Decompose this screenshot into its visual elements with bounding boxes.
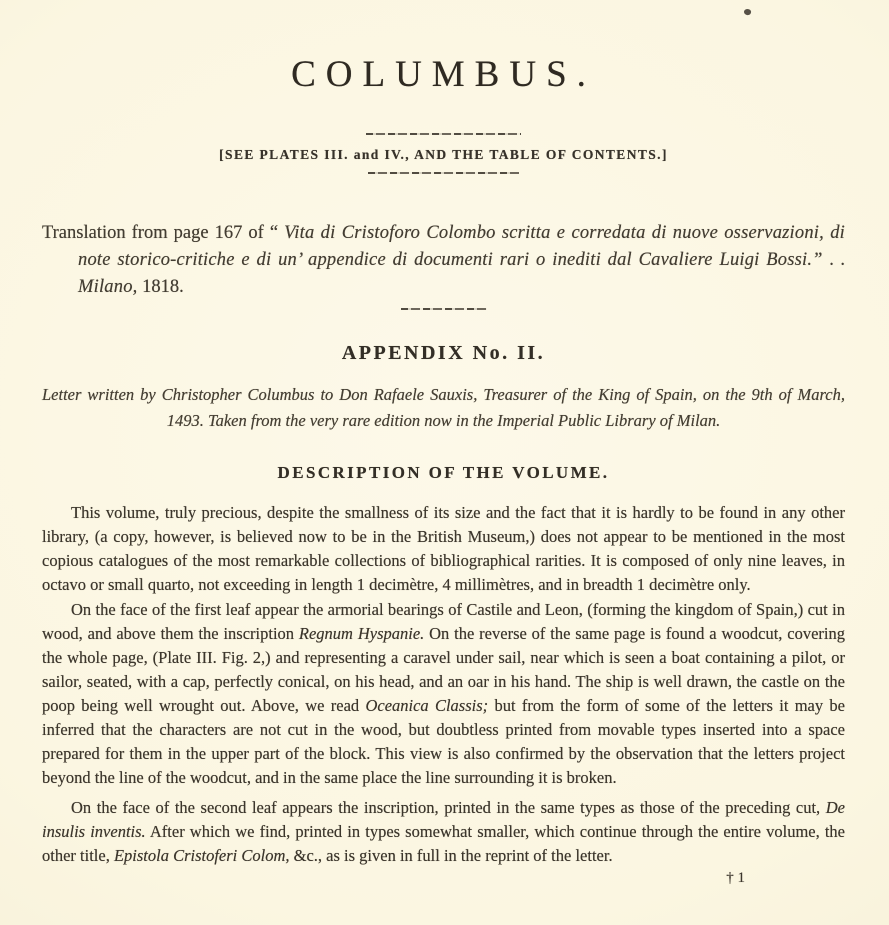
appendix-caption-line-2: 1493. Taken from the very rare edition now in the Imperial Public Library of Milan. bbox=[166, 411, 721, 431]
paragraph-text: &c., as is given in full in the reprint of the letter. bbox=[289, 846, 613, 866]
section-heading-description: DESCRIPTION OF THE VOLUME. bbox=[277, 463, 610, 483]
paragraph-text: but from the form of some of the letters it may be inferred that the characters are not cut in the wood, but doubtless printed from movable types inserted into a space prepared for them in the upper part of the block. This view is also confirmed by the observation that the letters project beyond the line of the woodcut, and in the same place the line surrounding it is broken. bbox=[42, 696, 845, 788]
imprint-year: 1818. bbox=[137, 276, 184, 297]
plates-note: [SEE PLATES III. and IV., AND THE TABLE OF CONTENTS.] bbox=[219, 146, 668, 162]
page-title: COLUMBUS. bbox=[291, 53, 596, 95]
paragraph-text: This volume, truly precious, despite the smallness of its size and the fact that it is hardly to be found in any other library, (a copy, however, is believed now to be in the British Museum,) does not appear to be mentioned in the most copious catalogues of the most remarkable collections of bibliographical rarities. It is composed of only nine leaves, in octavo or small quarto, not exceeding in length 1 decimètre, 4 millimètres, and in breadth 1 decimètre only. bbox=[42, 503, 845, 595]
translation-quote bbox=[42, 220, 845, 274]
appendix-caption bbox=[42, 382, 845, 434]
translation-intro: Translation from page 167 of “ bbox=[42, 222, 285, 243]
ornamental-rule-small bbox=[401, 308, 487, 310]
latin-phrase: Regnum Hyspanie. bbox=[298, 624, 425, 644]
body-paragraph-1 bbox=[42, 501, 845, 597]
translation-note bbox=[42, 220, 845, 301]
imprint-place: Milano, bbox=[78, 276, 138, 297]
latin-phrase: Oceanica Classis; bbox=[365, 696, 489, 716]
paragraph-text: On the reverse of the same page is found a woodcut, covering the whole page, (Plate III. Fig. 2,) and representing a caravel under sail, near which is seen a boat containing a pilot, or sailor, seated, with a cap, perfectly conical, on his head, and an oar in his hand. The ship is well drawn, the castle on the poop being well wrought out. Above, we read bbox=[42, 624, 845, 716]
translation-work-title: Vita di Cristoforo Colombo scritta e corredata di nuove osservazioni, di note storico-critiche e di un’ appendice di documenti rari o inediti dal Cavaliere Luigi Bossi.” bbox=[78, 222, 845, 270]
appendix-caption-line-1: Letter written by Christopher Columbus to Don Rafaele Sauxis, Treasurer of the King of Spain, on the 9th of March, bbox=[42, 385, 845, 405]
translation-trailing-dots: . . bbox=[822, 249, 846, 270]
ornamental-rule-top bbox=[366, 133, 521, 135]
paragraph-text: On the face of the second leaf appears the inscription, printed in the same types as those of the preceding cut, bbox=[71, 798, 826, 818]
translation-imprint bbox=[42, 274, 845, 301]
ink-spot-mark bbox=[743, 8, 752, 16]
body-paragraph-2 bbox=[42, 598, 845, 790]
ornamental-rule-bottom bbox=[368, 172, 519, 174]
paragraph-text: On the face of the first leaf appear the armorial bearings of Castile and Leon, (forming the kingdom of Spain,) cut in wood, and above them the inscription bbox=[42, 600, 845, 644]
latin-phrase: Epistola Cristoferi Colom, bbox=[113, 846, 290, 866]
body-text bbox=[42, 501, 845, 868]
body-paragraph-3 bbox=[42, 796, 845, 868]
paragraph-text: After which we find, printed in types somewhat smaller, which continue through the entire volume, the other title, bbox=[42, 822, 846, 866]
appendix-heading: APPENDIX No. II. bbox=[341, 341, 546, 364]
signature-mark: † 1 bbox=[726, 870, 745, 887]
latin-phrase: De insulis inventis. bbox=[42, 798, 845, 842]
